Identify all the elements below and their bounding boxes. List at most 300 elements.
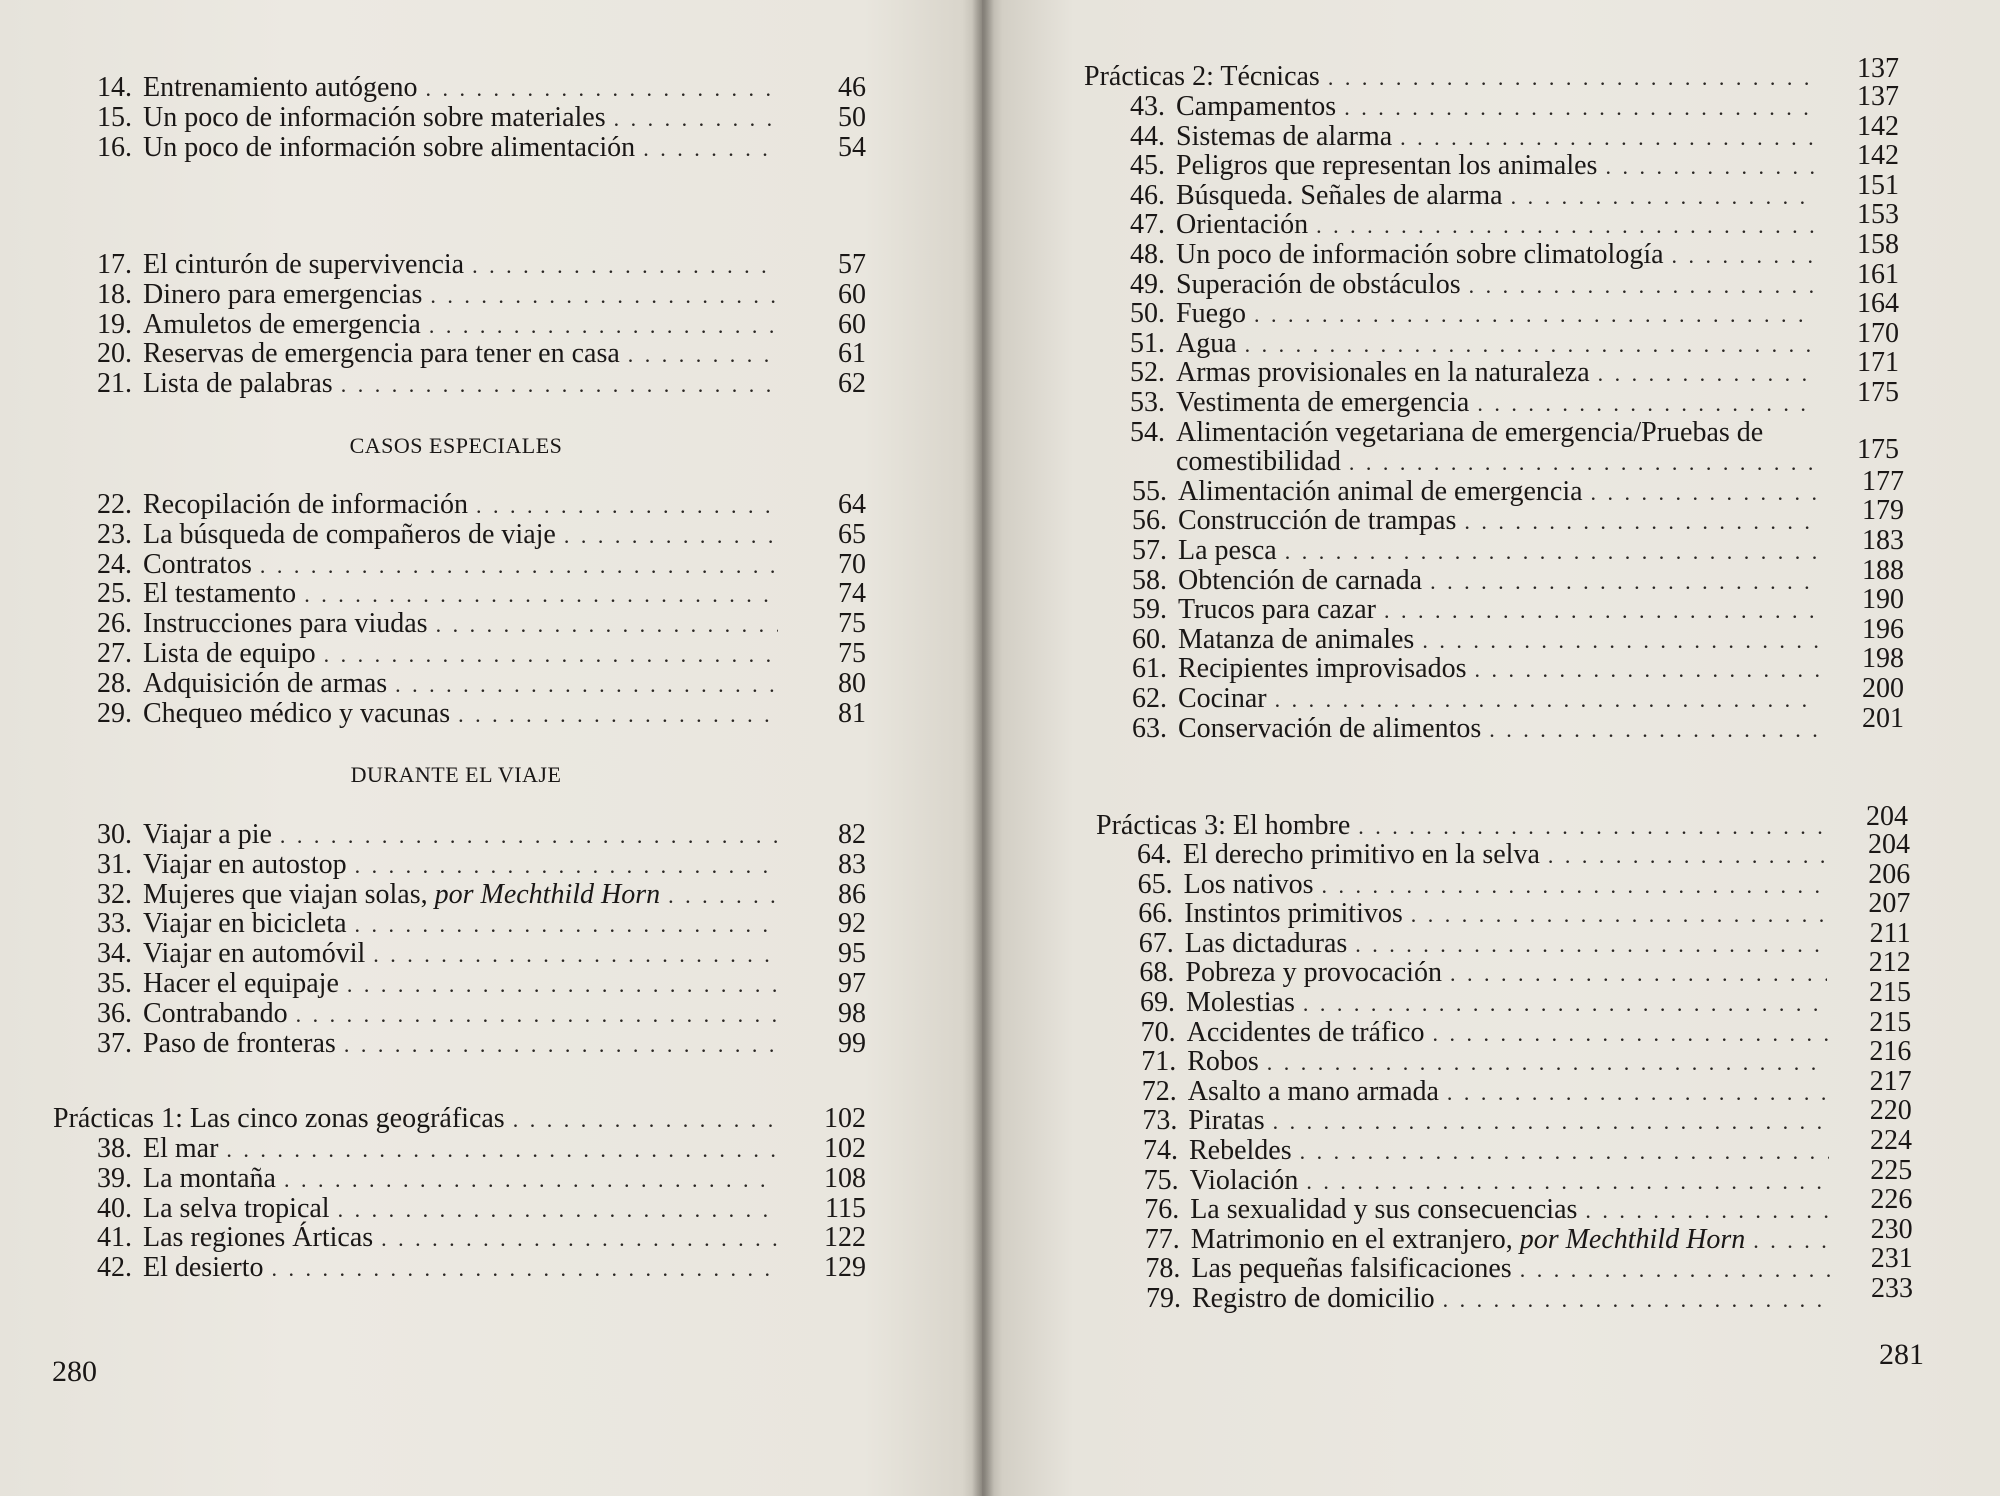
entry-title-text: El testamento — [143, 578, 297, 610]
toc-entry — [97, 250, 784, 281]
entry-title — [1176, 92, 1336, 122]
entry-page-number: 158 — [1857, 229, 1899, 260]
toc-entry — [1141, 1018, 1834, 1049]
entry-title-text: Violación — [1189, 1164, 1299, 1196]
entry-title — [1176, 122, 1392, 152]
entry-number: 19. — [97, 308, 132, 340]
entry-number: 78. — [1145, 1253, 1181, 1285]
toc-entry — [1130, 210, 1822, 241]
entry-title-text: Alimentación animal de emergencia — [1178, 475, 1583, 507]
entry-page-number: 60 — [838, 308, 866, 340]
entry-title — [1190, 1195, 1577, 1225]
entry-title-text: Viajar en bicicleta — [143, 908, 347, 940]
entry-number: 41. — [97, 1222, 132, 1254]
dot-leader — [1306, 1167, 1829, 1197]
dot-leader — [226, 1135, 778, 1165]
entry-page-number: 98 — [838, 997, 866, 1029]
entry-number: 59. — [1132, 594, 1167, 626]
entry-title-text: Entrenamiento autógeno — [143, 72, 418, 103]
practicas-1 — [53, 1104, 784, 1135]
dot-leader — [296, 1000, 778, 1030]
toc-entry — [1130, 122, 1822, 153]
toc-entry — [1130, 181, 1822, 212]
toc-entry — [1130, 358, 1822, 389]
entry-number: 20. — [97, 338, 132, 370]
toc-entry — [97, 639, 784, 670]
entry-title — [1188, 1106, 1264, 1136]
entry-number: 60. — [1132, 623, 1167, 655]
entry-title-text: Viajar en automóvil — [143, 938, 366, 970]
entry-number: 65. — [1137, 868, 1173, 900]
entry-number: 57. — [1132, 535, 1167, 566]
entry-title-text: Peligros que representan los animales — [1176, 150, 1598, 182]
entry-number: 79. — [1146, 1283, 1181, 1314]
entry-title — [143, 1134, 218, 1164]
entry-title-text: Alimentación vegetariana de emergencia/Pruebas de — [1176, 416, 1764, 448]
dot-leader — [1475, 655, 1820, 685]
entry-title-text: Conservación de alimentos — [1178, 712, 1482, 744]
entry-title-text: Fuego — [1176, 298, 1246, 330]
entry-title-text: Superación de obstáculos — [1176, 268, 1461, 300]
entry-page-number: 70 — [838, 548, 866, 580]
dot-leader — [429, 311, 778, 341]
entry-page-number: 142 — [1857, 110, 1899, 142]
dot-leader — [355, 910, 778, 940]
dot-leader — [1591, 478, 1820, 508]
entry-title-text: Obtención de carnada — [1178, 564, 1423, 596]
entry-title-text: Vestimenta de emergencia — [1176, 387, 1470, 418]
entry-number: 31. — [97, 848, 132, 880]
dot-leader — [1303, 989, 1828, 1019]
entry-title-text: Construcción de trampas — [1178, 505, 1457, 537]
dot-leader — [1316, 211, 1816, 241]
entry-number: 66. — [1138, 898, 1174, 930]
right-page — [982, 0, 2000, 1496]
entry-title-text: Accidentes de tráfico — [1186, 1016, 1425, 1048]
entry-title — [1187, 1047, 1259, 1077]
entry-number: 76. — [1144, 1194, 1180, 1226]
entry-title-text: Viajar a pie — [143, 819, 272, 850]
entry-title-text: Campamentos — [1176, 91, 1337, 122]
entry-number: 14. — [97, 72, 132, 103]
dot-leader — [1384, 596, 1820, 626]
entry-title — [143, 969, 339, 999]
entry-number: 23. — [97, 518, 132, 550]
toc-entry — [1141, 1047, 1834, 1078]
entry-number: 72. — [1141, 1075, 1177, 1107]
dot-leader — [1672, 241, 1816, 271]
entry-page-number: 46 — [838, 72, 866, 103]
dot-leader — [1267, 1048, 1828, 1078]
entry-title — [143, 369, 333, 399]
entry-page-number: 204 — [1868, 829, 1910, 860]
toc-entry — [97, 73, 784, 104]
entry-title-text: Amuletos de emergencia — [143, 308, 421, 340]
section-heading-durante-el-viaje: DURANTE EL VIAJE — [350, 762, 562, 787]
dot-leader — [395, 670, 778, 700]
entry-title — [1176, 240, 1664, 270]
entry-title — [1185, 958, 1442, 988]
practicas-3-page: 204 — [1866, 801, 1908, 832]
toc-entry — [97, 579, 784, 610]
entry-title-text: El cinturón de supervivencia — [143, 249, 465, 280]
toc-entry — [1132, 536, 1826, 567]
entry-title-text: Paso de fronteras — [143, 1027, 336, 1059]
toc-entry — [97, 133, 784, 164]
entry-title — [143, 1253, 264, 1283]
entry-title-text: Agua — [1176, 327, 1237, 359]
entry-title — [143, 999, 288, 1029]
entry-title-text: Cocinar — [1178, 683, 1267, 714]
dot-leader — [1273, 1107, 1829, 1137]
entry-page-number: 75 — [838, 608, 866, 640]
entry-number: 25. — [97, 578, 132, 610]
dot-leader — [472, 251, 778, 281]
toc-entry — [1143, 1136, 1835, 1167]
entry-title — [1191, 1254, 1511, 1284]
toc-entry — [1130, 151, 1822, 182]
entry-title-text: Las pequeñas falsificaciones — [1191, 1253, 1512, 1285]
entry-page-number: 224 — [1870, 1125, 1912, 1156]
dot-leader — [458, 700, 778, 730]
practicas-2 — [1084, 62, 1818, 93]
practicas-2-title: Prácticas 2: Técnicas — [1084, 61, 1320, 92]
entry-page-number: 207 — [1868, 888, 1911, 920]
entry-page-number: 64 — [838, 489, 866, 520]
entry-title-text: El desierto — [143, 1252, 264, 1284]
entry-title — [1176, 358, 1590, 388]
entry-page-number: 198 — [1862, 643, 1904, 675]
dot-leader — [347, 970, 778, 1000]
entry-title-text: Robos — [1187, 1046, 1259, 1078]
dot-leader — [628, 340, 778, 370]
entry-page-number: 164 — [1857, 288, 1899, 320]
dot-leader — [280, 821, 778, 851]
dot-leader — [341, 370, 778, 400]
entry-number: 43. — [1130, 91, 1165, 122]
toc-entry — [1132, 654, 1826, 685]
toc-entry — [1132, 625, 1826, 656]
entry-page-number: 129 — [824, 1252, 866, 1284]
dot-leader — [1464, 507, 1820, 537]
entry-title-text: Chequeo médico y vacunas — [143, 697, 451, 729]
toc-entry — [97, 1253, 784, 1284]
entry-number: 50. — [1130, 298, 1165, 330]
dot-leader — [1328, 63, 1812, 93]
entry-title-text: Rebeldes — [1189, 1135, 1292, 1166]
toc-entry — [1132, 506, 1826, 537]
entry-page-number: 220 — [1869, 1095, 1912, 1127]
toc-entry — [1132, 566, 1826, 597]
entry-number: 32. — [97, 878, 132, 910]
entry-title — [1178, 595, 1376, 625]
left-page — [0, 0, 982, 1496]
entry-page-number: 216 — [1869, 1036, 1912, 1068]
entry-title-text: Hacer el equipaje — [143, 968, 339, 999]
entry-title — [1176, 299, 1246, 329]
entry-title — [143, 73, 417, 103]
section-heading-casos-especiales: CASOS ESPECIALES — [349, 433, 563, 458]
entry-number: 71. — [1141, 1046, 1177, 1078]
dot-leader — [304, 580, 778, 610]
entry-title-text: Matrimonio en el extranjero, — [1190, 1223, 1513, 1255]
entry-page-number: 175 — [1857, 377, 1899, 408]
entry-title-text: Recopilación de información — [143, 489, 468, 520]
toc-entry — [1132, 714, 1826, 745]
entry-number: 77. — [1144, 1223, 1180, 1255]
dot-leader — [436, 610, 778, 640]
entry-title-text: comestibilidad — [1176, 446, 1341, 478]
entry-number: 30. — [97, 819, 132, 850]
entry-page-number: 82 — [838, 819, 866, 850]
entry-title-text: Piratas — [1188, 1105, 1265, 1137]
entry-title-text: La montaña — [143, 1162, 276, 1194]
dot-leader — [1489, 715, 1820, 745]
dot-leader — [1285, 537, 1820, 567]
entry-number: 51. — [1130, 327, 1165, 359]
entry-number: 24. — [97, 548, 132, 580]
dot-leader — [1245, 330, 1816, 360]
entry-number: 27. — [97, 638, 132, 669]
entry-page-number: 62 — [838, 368, 866, 400]
entry-number: 56. — [1132, 505, 1167, 537]
entry-page-number: 215 — [1869, 1006, 1912, 1038]
entry-page-number: 215 — [1869, 977, 1911, 1008]
entry-number: 48. — [1130, 239, 1165, 270]
entry-number: 63. — [1132, 712, 1167, 744]
entry-number: 34. — [97, 938, 132, 970]
entry-title-text: Matanza de animales — [1178, 623, 1415, 655]
toc-entry — [1146, 1284, 1837, 1315]
entry-title-text: La búsqueda de compañeros de viaje — [143, 518, 556, 550]
entry-number: 54. — [1130, 416, 1165, 448]
toc-entry — [1130, 240, 1822, 271]
dot-leader — [373, 940, 778, 970]
entry-number: 69. — [1140, 987, 1175, 1018]
toc-entry — [1132, 477, 1826, 508]
dot-leader — [1254, 300, 1816, 330]
toc-entry — [97, 310, 784, 341]
entry-page-number: 170 — [1857, 317, 1899, 349]
entry-title — [1187, 1018, 1425, 1048]
practicas-3-title: Prácticas 3: El hombre — [1096, 810, 1351, 841]
dot-leader — [1443, 1285, 1831, 1315]
entry-title — [143, 669, 387, 699]
toc-entry — [1130, 299, 1822, 330]
toc-entry — [97, 103, 784, 134]
toc-entry — [1132, 595, 1826, 626]
entry-title-text: La selva tropical — [143, 1192, 330, 1224]
entry-title — [143, 820, 272, 850]
entry-title — [143, 310, 421, 340]
toc-entry — [1140, 988, 1834, 1019]
entry-title-text: Las regiones Árticas — [143, 1222, 374, 1254]
toc-entry — [1130, 92, 1822, 123]
entry-page-number: 226 — [1870, 1184, 1913, 1216]
toc-entry — [1130, 329, 1822, 360]
toc-entry — [97, 1134, 784, 1165]
entry-title — [143, 550, 252, 580]
entry-title — [1183, 840, 1540, 870]
entry-page-number: 206 — [1868, 858, 1911, 890]
dot-leader — [425, 74, 778, 104]
entry-page-number: 80 — [838, 667, 866, 699]
toc-entry — [97, 909, 784, 940]
entry-title — [143, 1029, 336, 1059]
entry-title-text: Recipientes improvisados — [1178, 653, 1467, 685]
entry-title-text: Lista de equipo — [143, 638, 316, 669]
entry-title — [1176, 329, 1237, 359]
dot-leader — [1411, 900, 1827, 930]
entry-title-text: Contratos — [143, 548, 252, 580]
entry-title-text: El derecho primitivo en la selva — [1183, 839, 1540, 870]
practicas-2-page: 137 — [1857, 53, 1899, 84]
entry-page-number: 74 — [838, 578, 866, 610]
entry-title — [1176, 210, 1308, 240]
dot-leader — [1400, 123, 1816, 153]
toc-entry — [1145, 1225, 1836, 1256]
dot-leader — [1548, 841, 1826, 871]
entry-title — [1189, 1136, 1292, 1166]
dot-leader — [1430, 567, 1820, 597]
dot-leader — [1344, 93, 1816, 123]
entry-title-text: La pesca — [1178, 535, 1277, 566]
dot-leader — [355, 851, 778, 881]
entry-number: 29. — [97, 697, 132, 729]
entry-title-text: La sexualidad y sus consecuencias — [1190, 1194, 1578, 1226]
toc-entry — [97, 999, 784, 1030]
entry-title-text: Trucos para cazar — [1178, 594, 1376, 626]
toc-entry — [1130, 270, 1822, 301]
entry-page-number: 61 — [838, 338, 866, 370]
entry-title-text: Registro de domicilio — [1192, 1283, 1435, 1314]
entry-number: 16. — [97, 131, 132, 163]
toc-entry — [1139, 958, 1833, 989]
entry-title — [143, 1223, 373, 1253]
page-number-left: 280 — [52, 1355, 97, 1388]
entry-page-number: 65 — [838, 518, 866, 550]
entry-title-text: Lista de palabras — [143, 368, 333, 400]
toc-entry — [97, 1223, 784, 1254]
entry-title — [1178, 566, 1422, 596]
toc-entry — [1145, 1254, 1836, 1285]
entry-title — [1192, 1284, 1435, 1314]
dot-leader — [1520, 1255, 1830, 1285]
entry-number: 15. — [97, 101, 132, 133]
toc-entry — [97, 880, 784, 911]
entry-number: 55. — [1132, 475, 1167, 507]
entry-title — [143, 280, 422, 310]
entry-page-number: 54 — [838, 131, 866, 163]
entry-number: 67. — [1138, 927, 1174, 959]
entry-title — [143, 1164, 276, 1194]
practicas-1-title: Prácticas 1: Las cinco zonas geográficas — [53, 1103, 505, 1134]
entry-title — [1178, 684, 1267, 714]
entry-title-text: Las dictaduras — [1184, 927, 1348, 959]
entry-title — [1178, 654, 1467, 684]
dot-leader — [1598, 359, 1816, 389]
entry-number: 22. — [97, 489, 132, 520]
entry-title — [1190, 1166, 1299, 1196]
toc-entry — [97, 820, 784, 851]
entry-title-text: Instrucciones para viudas — [143, 608, 428, 640]
entry-page-number: 115 — [825, 1192, 866, 1224]
entry-page-number: 175 — [1857, 434, 1899, 466]
entry-title — [1184, 870, 1314, 900]
entry-title-text: Un poco de información sobre climatología — [1176, 239, 1664, 270]
entry-number: 42. — [97, 1252, 132, 1284]
entry-title — [1178, 536, 1277, 566]
dot-leader — [513, 1105, 778, 1135]
entry-title-text: Adquisición de armas — [143, 667, 388, 699]
entry-page-number: 211 — [1869, 917, 1911, 949]
entry-title — [143, 909, 347, 939]
entry-title — [143, 609, 428, 639]
entry-page-number: 233 — [1871, 1273, 1913, 1304]
entry-author: por Mechthild Horn — [1519, 1223, 1746, 1255]
entry-title — [143, 639, 316, 669]
entry-number: 52. — [1130, 357, 1165, 389]
dot-leader — [260, 551, 778, 581]
entry-number: 38. — [97, 1133, 132, 1164]
toc-entry — [97, 550, 784, 581]
entry-title — [143, 880, 660, 910]
entry-title-text: Sistemas de alarma — [1176, 120, 1393, 152]
toc-entry — [1138, 899, 1832, 930]
dot-leader — [1447, 1078, 1828, 1108]
entry-title — [1188, 1077, 1439, 1107]
entry-number: 49. — [1130, 268, 1165, 300]
entry-title-text: Armas provisionales en la naturaleza — [1176, 357, 1590, 389]
entry-number: 28. — [97, 667, 132, 699]
entry-page-number: 225 — [1870, 1154, 1913, 1186]
entry-title — [1176, 270, 1461, 300]
toc-entry — [97, 1164, 784, 1195]
entry-page-number: 179 — [1862, 495, 1904, 527]
dot-leader — [643, 134, 778, 164]
dot-leader — [1349, 448, 1818, 478]
dot-leader — [1300, 1137, 1829, 1167]
entry-page-number: 201 — [1862, 702, 1904, 734]
entry-title — [1186, 988, 1295, 1018]
entry-title-text: Un poco de información sobre materiales — [143, 101, 606, 133]
dot-leader — [1432, 1019, 1827, 1049]
entry-number: 37. — [97, 1027, 132, 1059]
practicas-1-page: 102 — [824, 1103, 866, 1134]
dot-leader — [564, 521, 778, 551]
entry-title — [1178, 625, 1414, 655]
toc-entry — [97, 1194, 784, 1225]
entry-number: 47. — [1130, 209, 1165, 241]
dot-leader — [272, 1254, 778, 1284]
entry-title — [143, 579, 296, 609]
entry-page-number: 231 — [1870, 1243, 1913, 1275]
entry-title-text: Pobreza y provocación — [1185, 957, 1442, 989]
toc-entry — [97, 669, 784, 700]
entry-page-number: 137 — [1857, 81, 1899, 112]
toc-entry — [97, 490, 784, 521]
entry-number: 45. — [1130, 150, 1165, 182]
toc-entry — [1137, 840, 1832, 871]
entry-title-text: Mujeres que viajan solas, — [143, 878, 428, 910]
toc-entry — [1132, 684, 1826, 715]
entry-number: 62. — [1132, 683, 1167, 714]
entry-number: 64. — [1137, 839, 1172, 870]
dot-leader — [1321, 871, 1826, 901]
entry-number: 58. — [1132, 564, 1167, 596]
toc-entry — [97, 520, 784, 551]
entry-title-text: Dinero para emergencias — [143, 278, 423, 310]
